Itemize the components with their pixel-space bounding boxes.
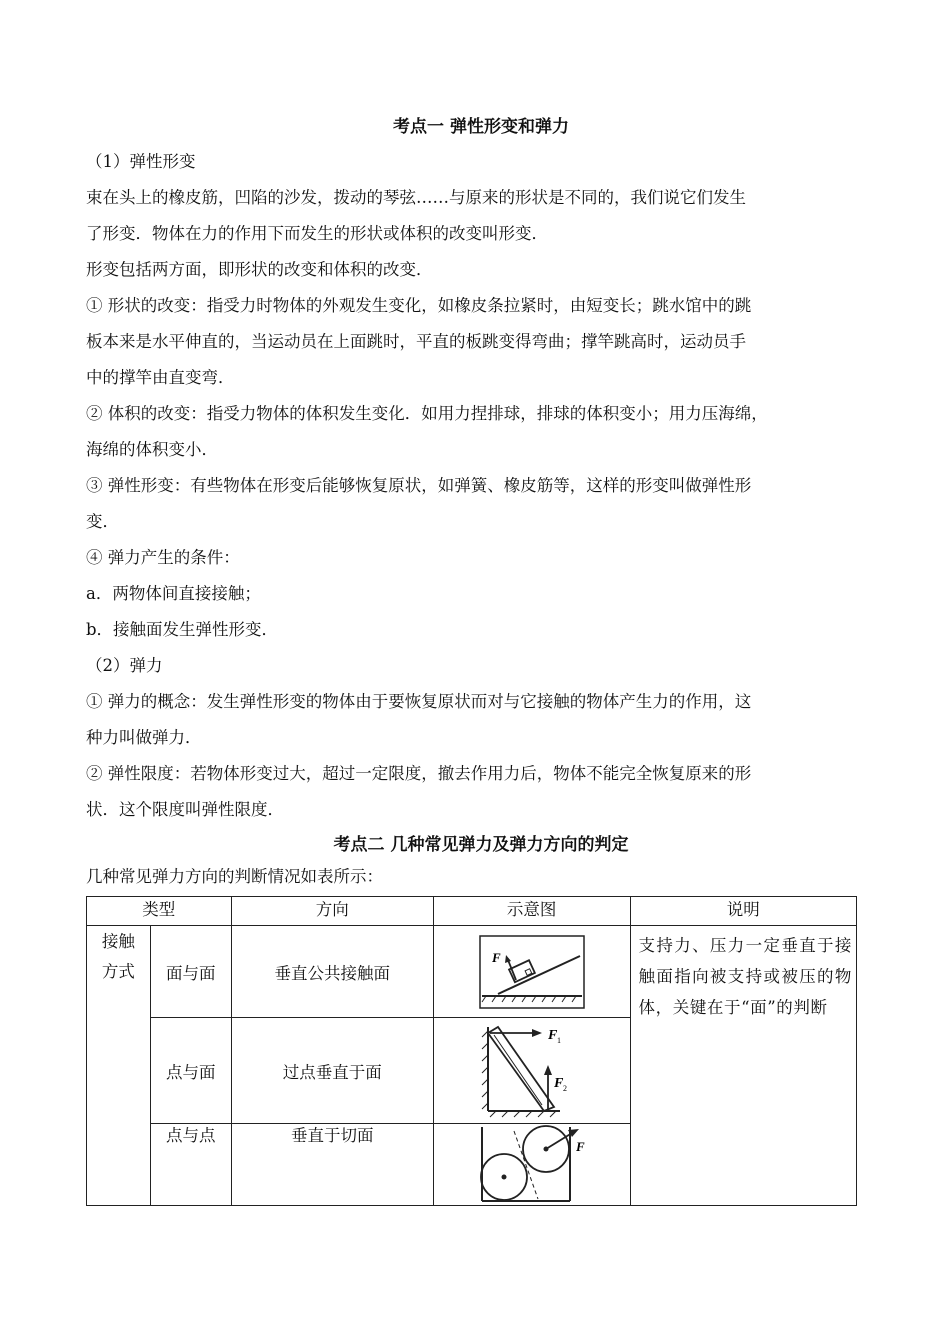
point-point-diagram: [476, 1125, 588, 1205]
paragraph-line: 中的撑竿由直变弯．: [86, 368, 235, 387]
header-diagram: 示意图: [433, 897, 630, 926]
point-surface-diagram: [476, 1023, 588, 1119]
paragraph-line: ④ 弹力产生的条件：: [86, 548, 240, 567]
note-cell: 支持力、压力一定垂直于接触面指向被支持或被压的物体，关键在于“面”的判断: [630, 926, 856, 1206]
paragraph-line: ② 体积的改变：指受力物体的体积发生变化．如用力捏排球，排球的体积变小；用力压海绵，: [86, 404, 768, 423]
table-intro: 几种常见弹力方向的判断情况如表所示：: [86, 867, 383, 886]
header-direction: 方向: [231, 897, 433, 926]
direction-cell: 过点垂直于面: [231, 1018, 433, 1124]
subheading-elastic-force: （2）弹力: [86, 656, 163, 675]
paragraph-line: 板本来是水平伸直的，当运动员在上面跳时，平直的板跳变得弯曲；撑竿跳高时，运动员手: [86, 332, 746, 351]
paragraph-line: a．两物体间直接接触；: [86, 584, 261, 603]
group-label-cell: [87, 926, 151, 1206]
direction-cell: 垂直于切面: [231, 1124, 433, 1206]
table-row: [87, 926, 857, 1018]
group-label-line1: 接触: [101, 932, 135, 951]
elastic-force-table: [86, 896, 857, 1206]
section1-body-2: [86, 684, 876, 828]
diagram-cell: [433, 1124, 630, 1206]
paragraph-line: ① 弹力的概念：发生弹性形变的物体由于要恢复原状而对与它接触的物体产生力的作用，这: [86, 692, 752, 711]
type-cell: 面与面: [150, 926, 231, 1018]
paragraph-line: ③ 弹性形变：有些物体在形变后能够恢复原状，如弹簧、橡皮筋等，这样的形变叫做弹性形: [86, 476, 752, 495]
section1-body: [86, 180, 876, 648]
paragraph-line: 种力叫做弹力．: [86, 728, 202, 747]
force-label-f1: F: [547, 1027, 558, 1043]
paragraph-line: 变．: [86, 512, 119, 531]
diagram-cell: [433, 926, 630, 1018]
paragraph-line: 了形变．物体在力的作用下而发生的形状或体积的改变叫形变．: [86, 224, 548, 243]
paragraph-line: ① 形状的改变：指受力时物体的外观发生变化，如橡皮条拉紧时，由短变长；跳水馆中的跳: [86, 296, 752, 315]
paragraph-line: 形变包括两方面，即形状的改变和体积的改变．: [86, 260, 433, 279]
section1-title: 考点一 弹性形变和弹力: [393, 117, 569, 137]
paragraph-line: 束在头上的橡皮筋，凹陷的沙发，拨动的琴弦……与原来的形状是不同的，我们说它们发生: [86, 188, 746, 207]
subheading-elastic-deformation: （1）弹性形变: [86, 152, 196, 171]
force-label-f2: F: [553, 1075, 564, 1091]
paragraph-line: 海绵的体积变小．: [86, 440, 218, 459]
group-label-line2: 方式: [101, 962, 135, 981]
paragraph-line: b．接触面发生弹性形变．: [86, 620, 279, 639]
document-page: [86, 112, 876, 1206]
force-label-f1-sub: 1: [556, 1035, 561, 1045]
header-type: 类型: [87, 897, 232, 926]
table-header-row: [87, 897, 857, 926]
force-label-f: F: [575, 1138, 585, 1154]
type-cell: 点与面: [150, 1018, 231, 1124]
section2-title: 考点二 几种常见弹力及弹力方向的判定: [333, 835, 629, 855]
paragraph-line: ② 弹性限度：若物体形变过大，超过一定限度，撤去作用力后，物体不能完全恢复原来的形: [86, 764, 752, 783]
direction-cell: 垂直公共接触面: [231, 926, 433, 1018]
force-label-f: F: [491, 949, 501, 965]
type-cell: 点与点: [150, 1124, 231, 1206]
force-label-f2-sub: 2: [562, 1083, 567, 1093]
header-note: 说明: [630, 897, 856, 926]
diagram-cell: [433, 1018, 630, 1124]
surface-contact-diagram: [476, 932, 588, 1012]
paragraph-line: 状．这个限度叫弹性限度．: [86, 800, 284, 819]
